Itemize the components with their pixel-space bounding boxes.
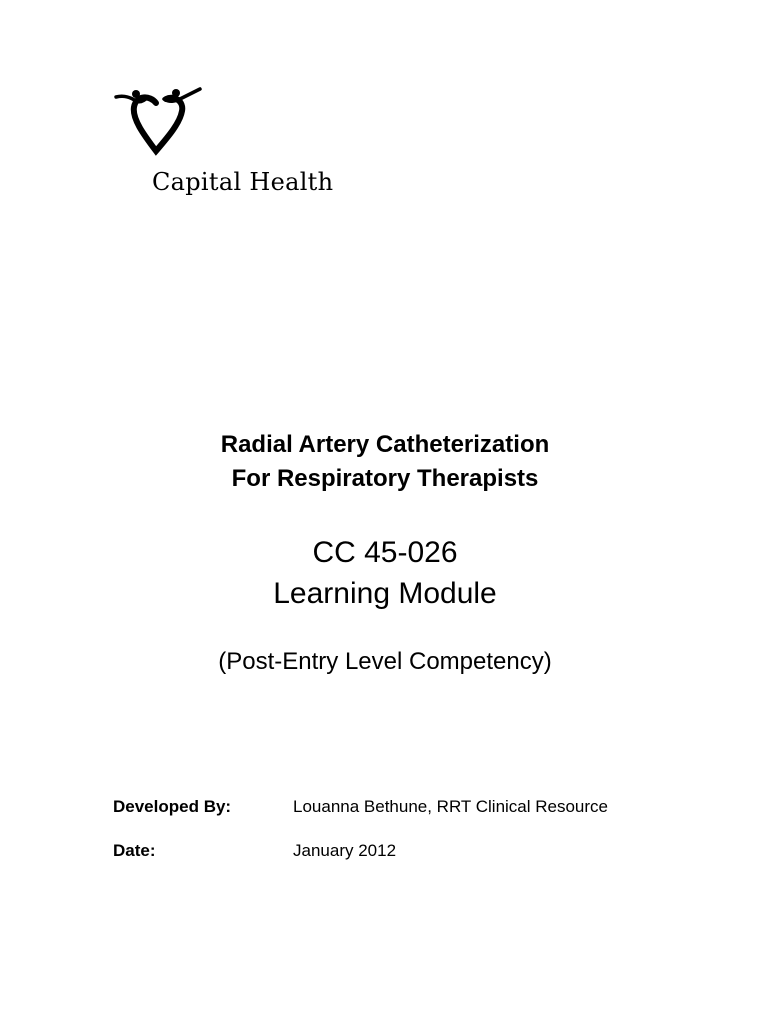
developed-by-label: Developed By: <box>113 797 232 816</box>
competency-level: (Post-Entry Level Competency) <box>218 648 552 675</box>
document-title <box>0 428 770 496</box>
module-name: Learning Module <box>273 577 497 610</box>
date-value: January 2012 <box>293 841 397 860</box>
capital-health-logo-icon <box>110 85 210 160</box>
date-label: Date: <box>113 841 156 860</box>
developed-by-value: Louanna Bethune, RRT Clinical Resource <box>293 797 609 816</box>
module-code: CC 45-026 <box>312 536 458 569</box>
title-line-2: For Respiratory Therapists <box>231 465 539 492</box>
title-line-1: Radial Artery Catheterization <box>220 431 550 458</box>
organization-name: Capital Health <box>152 168 334 196</box>
module-heading <box>0 532 770 614</box>
